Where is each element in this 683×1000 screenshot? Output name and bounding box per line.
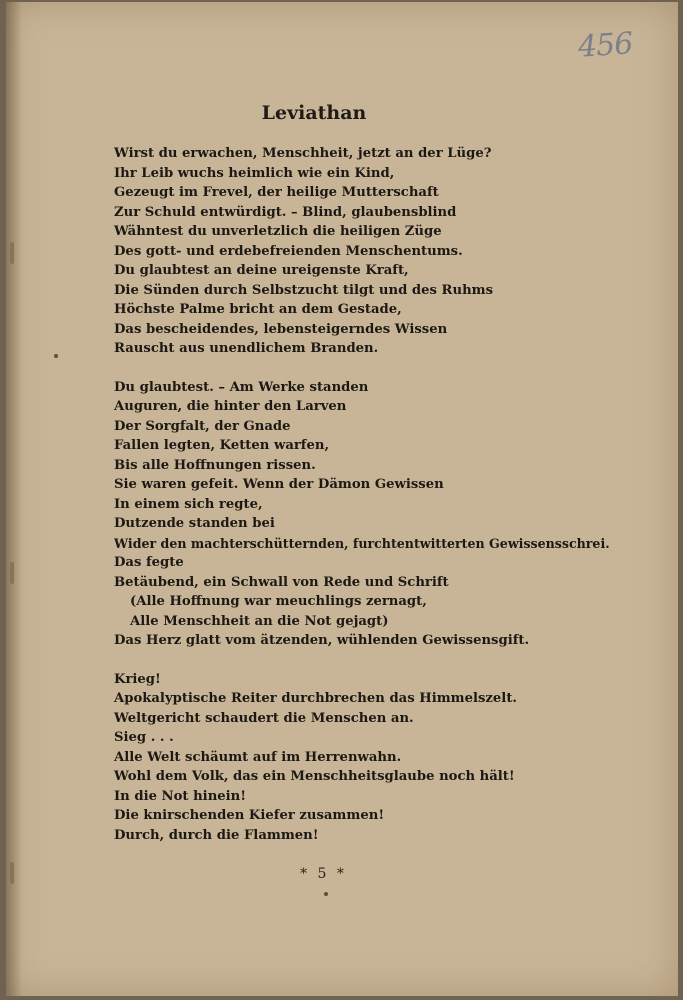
poem-line: Durch, durch die Flammen!	[114, 827, 319, 843]
poem-line: Sieg . . .	[114, 730, 174, 745]
binding-stitch	[10, 242, 14, 264]
stanza-3	[114, 670, 654, 846]
poem-line: Weltgericht schaudert die Menschen an.	[114, 710, 414, 726]
poem-line: Höchste Palme bricht an dem Gestade,	[114, 302, 402, 317]
poem-line: Ihr Leib wuchs heimlich wie ein Kind,	[114, 165, 395, 181]
poem-line: Du glaubtest an deine ureigenste Kraft,	[114, 263, 409, 278]
handwritten-archive-number: 456	[576, 26, 634, 65]
poem-line: Die knirschenden Kiefer zusammen!	[114, 808, 385, 823]
poem-line: Wohl dem Volk, das ein Menschheitsglaube noch hält!	[114, 769, 515, 784]
poem-line-indented: (Alle Hoffnung war meuchlings zernagt,	[130, 594, 427, 609]
poem-line: Du glaubtest. – Am Werke standen	[114, 379, 369, 395]
poem-line: Das bescheidendes, lebensteigerndes Wissen	[114, 321, 448, 337]
poem-line: Des gott- und erdebefreienden Menschentums.	[114, 243, 463, 259]
binding-stitch	[10, 562, 14, 584]
poem-line: Wirst du erwachen, Menschheit, jetzt an der Lüge?	[114, 146, 492, 161]
poem-line: Sie waren gefeit. Wenn der Dämon Gewissen	[114, 477, 444, 492]
poem-line: Fallen legten, Ketten warfen,	[114, 438, 330, 453]
poem-line: Wähntest du unverletzlich die heiligen Züge	[114, 224, 442, 239]
paper-speck	[324, 892, 328, 896]
poem-line: Gezeugt im Frevel, der heilige Mutterschaft	[114, 185, 439, 200]
poem-line: In die Not hinein!	[114, 788, 247, 804]
stanza-1	[114, 144, 654, 359]
spine-shadow	[6, 2, 22, 996]
poem-line-indented: Alle Menschheit an die Not gejagt)	[130, 613, 389, 629]
poem-line: Das Herz glatt vom ätzenden, wühlenden Gewissensgift.	[114, 633, 530, 648]
paper-speck	[54, 354, 58, 358]
poem-line: Wider den machterschütternden, furchtentwitterten Gewissensschrei.	[114, 535, 610, 551]
book-page	[6, 2, 678, 996]
poem-line: Krieg!	[114, 671, 161, 687]
poem-line: Bis alle Hoffnungen rissen.	[114, 457, 316, 473]
poem-line: Zur Schuld entwürdigt. – Blind, glaubensblind	[114, 204, 457, 220]
poem-body	[114, 144, 654, 864]
poem-line: In einem sich regte,	[114, 496, 263, 512]
stanza-2	[114, 378, 654, 651]
poem-line: Rauscht aus unendlichem Branden.	[114, 341, 379, 356]
poem-line: Die Sünden durch Selbstzucht tilgt und des Ruhms	[114, 282, 494, 298]
page-number: * 5 *	[300, 866, 344, 882]
poem-line: Betäubend, ein Schwall von Rede und Schrift	[114, 574, 449, 590]
poem-line: Der Sorgfalt, der Gnade	[114, 418, 291, 434]
poem-line: Auguren, die hinter den Larven	[114, 399, 347, 414]
poem-line: Apokalyptische Reiter durchbrechen das Himmelszelt.	[114, 691, 518, 706]
poem-line: Alle Welt schäumt auf im Herrenwahn.	[114, 749, 402, 765]
poem-line: Das fegte	[114, 555, 184, 570]
poem-line: Dutzende standen bei	[114, 516, 275, 531]
poem-title: Leviathan	[261, 102, 367, 124]
